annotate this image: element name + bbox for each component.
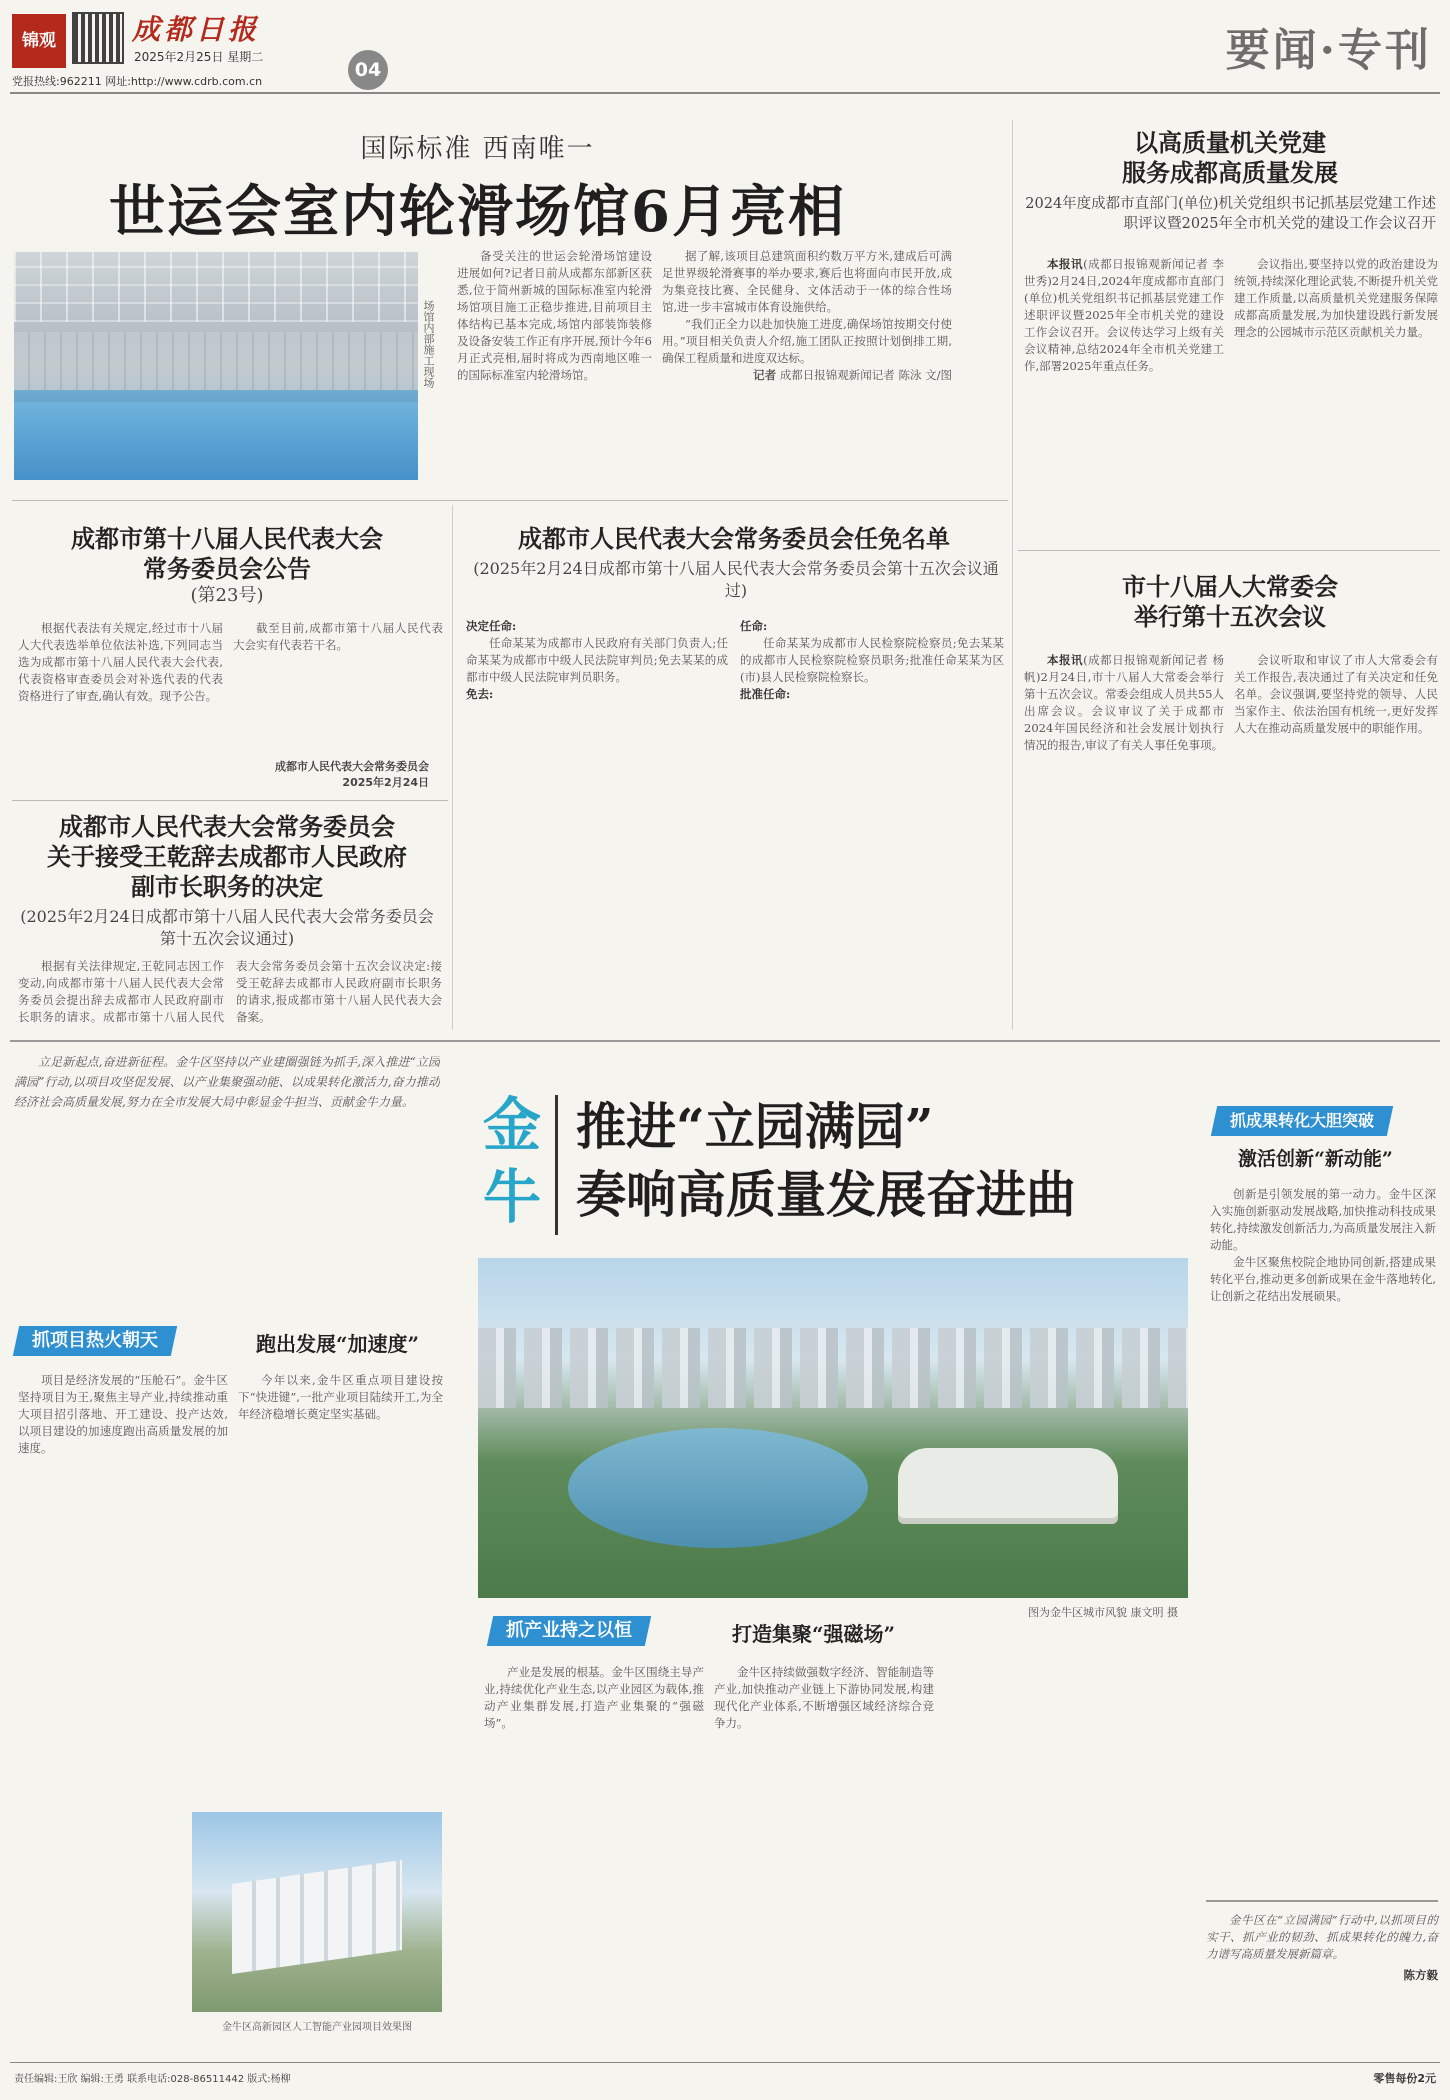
feature-photo <box>478 1258 1188 1598</box>
rule-announcement <box>12 500 1008 501</box>
announcement-body-col1 <box>18 620 223 790</box>
skating-byline-label: 记者 <box>753 368 777 382</box>
city-skyline <box>478 1328 1188 1408</box>
rule-session <box>1018 550 1440 551</box>
section-2-paragraph-2: 金牛区持续做强数字经济、智能制造等产业,加快推动产业链上下游协同发展,构建现代化产业体系,不断增强区域经济综合竞争力。 <box>714 1665 934 1730</box>
page-number: 04 <box>354 59 382 81</box>
feature-headline-1: 推进“立园满园” <box>576 1097 934 1156</box>
section-2-col1 <box>484 1664 704 2034</box>
section-1-paragraph-1: 项目是经济发展的“压舱石”。金牛区坚持项目为王,聚焦主导产业,持续推动重大项目招引落地、开工建设、投产达效,以项目建设的加速度跑出高质量发展的加速度。 <box>18 1373 228 1455</box>
session-paragraph-2: 会议听取和审议了市人大常委会有关工作报告,表决通过了有关决定和任免名单。会议强调,要坚持党的领导、人民当家作主、依法治国有机统一,更好发挥人大在推动高质量发展中的职能作用。 <box>1234 653 1438 735</box>
skating-paragraph-3: “我们正全力以赴加快施工进度,确保场馆按期交付使用。”项目相关负责人介绍,施工团队正按照计划倒排工期,确保工程质量和进度双达标。 <box>662 317 952 365</box>
footer-rule <box>10 2062 1440 2063</box>
appointments-subhead: (2025年2月24日成都市第十八届人民代表大会常务委员会第十五次会议通过) <box>473 559 999 600</box>
appointments-paragraph-1: 任命某某为成都市人民政府有关部门负责人;任命某某为成都市中级人民法院审判员;免去某某的成都市中级人民法院审判员职务。 <box>466 636 728 684</box>
rule-resignation <box>12 800 448 801</box>
section-3-paragraph-2: 金牛区聚焦校院企地协同创新,搭建成果转化平台,推动更多创新成果在金牛落地转化,让创新之花结出发展硕果。 <box>1210 1255 1436 1303</box>
section-1-photo-caption: 金牛区高新园区人工智能产业园项目效果图 <box>222 2022 412 2033</box>
section-1-tag-text: 抓项目热火朝天 <box>32 1330 158 1351</box>
section-3-tag-text: 抓成果转化大胆突破 <box>1230 1111 1375 1130</box>
session-paragraph-1-text: (成都日报锦观新闻记者 杨帆)2月24日,市十八届人大常委会举行第十五次会议。常委会组成人员共55人出席会议。会议审议了关于成都市2024年国民经济和社会发展计划执行情况的报告,审议了有关人事任免事项。 <box>1024 653 1224 752</box>
party-headline-1: 以高质量机关党建 <box>1134 128 1326 157</box>
column-divider-right <box>1012 120 1013 1030</box>
section-3-title: 激活创新“新动能” <box>1238 1148 1393 1170</box>
section-2-col2 <box>714 1664 934 2034</box>
party-paragraph-1 <box>1024 256 1224 375</box>
arena-wall <box>14 332 418 390</box>
announcement-body-col2 <box>233 620 443 750</box>
logo-text: 锦观 <box>22 31 56 51</box>
session-body-col1 <box>1024 652 1224 1022</box>
footer-right: 零售每份2元 <box>1373 2072 1436 2085</box>
section-2-title: 打造集聚“强磁场” <box>732 1622 896 1646</box>
skating-paragraph-2: 据了解,该项目总建筑面积约数万平方米,建成后可满足世界级轮滑赛事的举办要求,赛后也将面向市民开放,成为集竞技比赛、全民健身、文体活动于一体的综合性场馆,进一步丰富城市体育设施供给。 <box>662 249 952 314</box>
label-dismiss: 免去: <box>466 687 494 701</box>
skating-headline: 世运会室内轮滑场馆6月亮相 <box>109 179 846 245</box>
park-rendering-buildings <box>232 1860 402 1974</box>
feature-divider <box>10 1040 1440 1042</box>
lake <box>568 1428 868 1548</box>
appointments-paragraph-2: 任命某某为成都市人民检察院检察员;免去某某的成都市人民检察院检察员职务;批准任命某某为区(市)县人民检察院检察长。 <box>740 636 1004 684</box>
announcement-paragraph-2: 截至目前,成都市第十八届人民代表大会实有代表若干名。 <box>233 621 443 652</box>
feature-intro-text: 立足新起点,奋进新征程。金牛区坚持以产业建圈强链为抓手,深入推进“立园满园”行动,以项目攻坚促发展、以产业集聚强动能、以成果转化激活力,奋力推动经济社会高质量发展,努力在全市发展大局中彰显金牛担当、贡献金牛力量。 <box>14 1055 440 1109</box>
label-approve: 批准任命: <box>740 687 791 701</box>
party-paragraph-2: 会议指出,要坚持以党的政治建设为统领,持续深化理论武装,不断提升机关党建工作质量,以高质量机关党建服务保障成都高质量发展,为加快建设践行新发展理念的公园城市示范区贡献机关力量。 <box>1234 257 1438 339</box>
skating-paragraph-1: 备受关注的世运会轮滑场馆建设进展如何?记者日前从成都东部新区获悉,位于简州新城的国际标准室内轮滑场馆项目施工正稳步推进,目前项目主体结构已基本完成,场馆内部装饰装修及设备安装工作正有序开展,预计今年6月正式亮相,届时将成为西南地区唯一的国际标准室内轮滑场馆。 <box>457 249 652 382</box>
label-decide-appoint: 决定任命: <box>466 619 517 633</box>
section-title: 要闻·专刊 <box>1225 25 1432 76</box>
qr-code-icon[interactable] <box>72 12 124 64</box>
ceiling-truss <box>14 252 418 322</box>
section-1-col1 <box>18 1372 228 1792</box>
closing-box <box>1206 1900 1438 2052</box>
section-1-paragraph-2: 今年以来,金牛区重点项目建设按下“快进键”,一批产业项目陆续开工,为全年经济稳增长奠定坚实基础。 <box>238 1373 443 1421</box>
announcement-headline-1: 成都市第十八届人民代表大会 <box>71 524 383 553</box>
party-paragraph-1-text: (成都日报锦观新闻记者 李世秀)2月24日,2024年度成都市直部门(单位)机关党组织书记抓基层党建工作述职评议暨2025年全市机关党的建设工作会议召开。会议传达学习上级有关会议精神,总结2024年全市机关党建工作,部署2025年重点任务。 <box>1024 257 1224 373</box>
resignation-headline-2: 关于接受王乾辞去成都市人民政府 <box>47 842 407 871</box>
issue-date: 2025年2月25日 星期二 <box>134 50 264 64</box>
skating-byline-text: 成都日报锦观新闻记者 陈泳 文/图 <box>779 368 952 382</box>
resignation-body <box>18 958 442 1026</box>
section-1-title: 跑出发展“加速度” <box>256 1332 420 1356</box>
appointments-col1 <box>466 618 728 1026</box>
party-lead: 本报讯 <box>1047 257 1084 271</box>
section-2-paragraph-1: 产业是发展的根基。金牛区围绕主导产业,持续优化产业生态,以产业园区为载体,推动产业集群发展,打造产业集聚的“强磁场”。 <box>484 1665 704 1730</box>
session-body-col2 <box>1234 652 1438 1022</box>
resignation-paragraph: 根据有关法律规定,王乾同志因工作变动,向成都市第十八届人民代表大会常务委员会提出辞去成都市人民政府副市长职务的请求。成都市第十八届人民代表大会常务委员会第十五次会议决定:接受王乾辞去成都市人民政府副市长职务的请求,报成都市第十八届人民代表大会备案。 <box>18 959 442 1024</box>
masthead-rule <box>10 92 1440 94</box>
section-2-tag-text: 抓产业持之以恒 <box>506 1620 632 1641</box>
party-subhead: 2024年度成都市直部门(单位)机关党组织书记抓基层党建工作述职评议暨2025年全市机关党的建设工作会议召开 <box>1025 196 1436 232</box>
section-3-col-lower <box>944 1664 1184 2034</box>
column-divider-left <box>452 505 453 1030</box>
page-number-badge <box>348 50 388 90</box>
jinniu-char-1: 金 <box>482 1091 541 1159</box>
resignation-headline-1: 成都市人民代表大会常务委员会 <box>59 812 395 841</box>
resignation-subhead: (2025年2月24日成都市第十八届人民代表大会常务委员会第十五次会议通过) <box>20 907 434 948</box>
footer-left: 责任编辑:王欣 编辑:王勇 联系电话:028-86511442 版式:杨柳 <box>14 2074 291 2085</box>
section-1-col2 <box>238 1372 443 1792</box>
section-3-paragraph-1: 创新是引领发展的第一动力。金牛区深入实施创新驱动发展战略,加快推动科技成果转化,持续激发创新活力,为高质量发展注入新动能。 <box>1210 1187 1436 1252</box>
skating-body-col2 <box>662 248 952 476</box>
announcement-headline-2: 常务委员会公告 <box>143 554 311 583</box>
feature-intro <box>14 1052 440 1292</box>
announcement-date: 2025年2月24日 <box>342 776 429 789</box>
skating-photo-caption: 场馆内部施工现场 <box>422 300 435 388</box>
jinniu-char-2: 牛 <box>482 1163 541 1231</box>
section-1-photo <box>192 1812 442 2012</box>
session-headline-2: 举行第十五次会议 <box>1134 602 1326 631</box>
closing-text: 金牛区在“立园满园”行动中,以抓项目的实干、抓产业的韧劲、抓成果转化的魄力,奋力谱写高质量发展新篇章。 <box>1206 1913 1438 1961</box>
skating-byline <box>662 367 952 384</box>
announcement-issuer: 成都市人民代表大会常务委员会 <box>275 760 429 773</box>
announcement-number: (第23号) <box>190 585 264 606</box>
party-headline-2: 服务成都高质量发展 <box>1122 158 1338 187</box>
feature-photo-caption: 图为金牛区城市风貌 康文明 摄 <box>1028 1606 1178 1619</box>
party-body-col1 <box>1024 256 1224 526</box>
closing-byline: 陈方毅 <box>1403 1968 1438 1982</box>
park-building <box>898 1448 1118 1518</box>
rink-floor <box>14 402 418 480</box>
party-body-col2 <box>1234 256 1438 526</box>
section-3-tag <box>1211 1106 1393 1136</box>
skating-body-col1 <box>457 248 652 476</box>
session-paragraph-1 <box>1024 652 1224 754</box>
section-2-tag <box>487 1616 651 1646</box>
label-appoint: 任命: <box>740 619 768 633</box>
logo <box>12 14 66 68</box>
section-1-tag <box>13 1326 177 1356</box>
feature-headline-2: 奏响高质量发展奋进曲 <box>576 1165 1076 1224</box>
masthead <box>0 0 1450 90</box>
session-headline-1: 市十八届人大常委会 <box>1122 572 1338 601</box>
skating-kicker: 国际标准 西南唯一 <box>360 134 595 164</box>
hotline: 党报热线:962211 网址:http://www.cdrb.com.cn <box>12 75 263 88</box>
skating-photo <box>14 252 418 480</box>
badge-divider <box>555 1095 558 1235</box>
section-3-col <box>1210 1186 1436 1886</box>
session-lead: 本报讯 <box>1047 653 1084 667</box>
jinniu-badge <box>478 1090 546 1240</box>
paper-name: 成都日报 <box>132 13 261 46</box>
resignation-headline-3: 副市长职务的决定 <box>131 872 323 901</box>
appointments-col2 <box>740 618 1004 1026</box>
announcement-paragraph-1: 根据代表法有关规定,经过市十八届人大代表选举单位依法补选,下列同志当选为成都市第十八届人民代表大会代表,代表资格审查委员会对补选代表的代表资格进行了审查,确认有效。现予公告。 <box>18 621 223 703</box>
appointments-headline: 成都市人民代表大会常务委员会任免名单 <box>518 524 950 553</box>
